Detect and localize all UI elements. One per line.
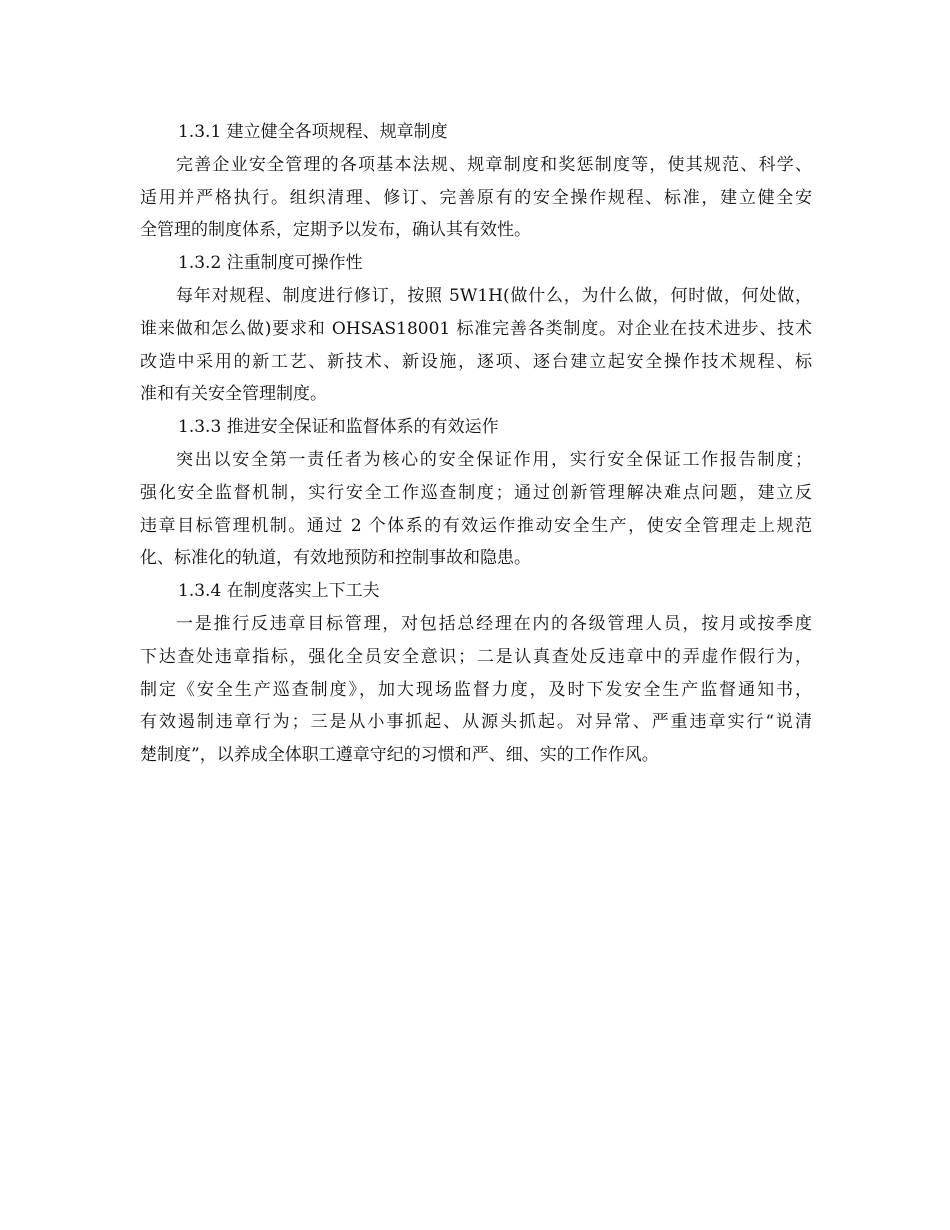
- paragraph-line: 违章目标管理机制。通过 2 个体系的有效运作推动安全生产，使安全管理走上规范: [140, 515, 812, 536]
- paragraph-line: 制定《安全生产巡查制度》，加大现场监督力度，及时下发安全生产监督通知书，: [140, 679, 812, 700]
- paragraph-line: 改造中采用的新工艺、新技术、新设施，逐项、逐台建立起安全操作技术规程、标: [140, 351, 812, 372]
- section-heading-1-3-3: 1.3.3 推进安全保证和监督体系的有效运作: [178, 417, 499, 438]
- paragraph-line: 有效遏制违章行为；三是从小事抓起、从源头抓起。对异常、严重违章实行“说清: [140, 712, 812, 733]
- paragraph-line: 准和有关安全管理制度。: [140, 384, 327, 405]
- section-heading-1-3-2: 1.3.2 注重制度可操作性: [178, 253, 363, 274]
- document-body: [140, 116, 812, 772]
- paragraph-line: 谁来做和怎么做)要求和 OHSAS18001 标准完善各类制度。对企业在技术进步、技术: [140, 318, 812, 339]
- paragraph-line: 突出以安全第一责任者为核心的安全保证作用，实行安全保证工作报告制度；: [176, 449, 812, 470]
- paragraph-line: 下达查处违章指标，强化全员安全意识；二是认真查处反违章中的弄虚作假行为，: [140, 646, 812, 667]
- paragraph-line: 每年对规程、制度进行修订，按照 5W1H(做什么，为什么做，何时做，何处做，: [176, 285, 812, 306]
- paragraph-line: 全管理的制度体系，定期予以发布，确认其有效性。: [140, 220, 531, 241]
- paragraph-line: 强化安全监督机制，实行安全工作巡查制度；通过创新管理解决难点问题，建立反: [140, 482, 812, 503]
- section-heading-1-3-4: 1.3.4 在制度落实上下工夫: [178, 581, 380, 602]
- paragraph-line: 适用并严格执行。组织清理、修订、完善原有的安全操作规程、标准，建立健全安: [140, 187, 812, 208]
- paragraph-line: 楚制度”，以养成全体职工遵章守纪的习惯和严、细、实的工作作风。: [140, 745, 659, 766]
- section-heading-1-3-1: 1.3.1 建立健全各项规程、规章制度: [178, 122, 448, 142]
- paragraph-line: 化、标准化的轨道，有效地预防和控制事故和隐患。: [140, 548, 531, 569]
- paragraph-line: 完善企业安全管理的各项基本法规、规章制度和奖惩制度等，使其规范、科学、: [176, 154, 812, 175]
- paragraph-line: 一是推行反违章目标管理，对包括总经理在内的各级管理人员，按月或按季度: [176, 613, 812, 634]
